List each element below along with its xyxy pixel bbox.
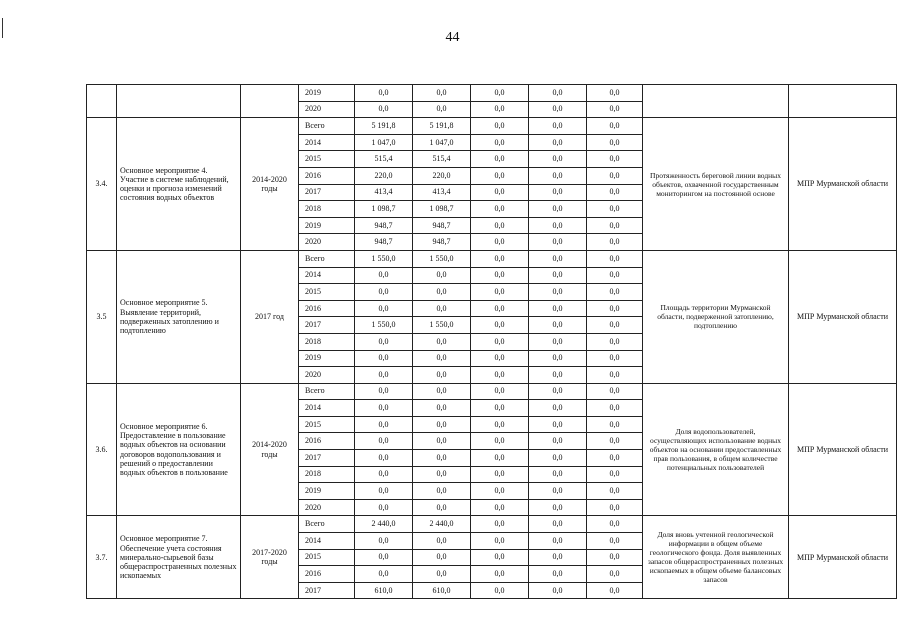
value-cell: 0,0 <box>355 483 413 500</box>
value-cell: 0,0 <box>529 466 587 483</box>
value-cell: 220,0 <box>413 167 471 184</box>
value-cell: 0,0 <box>587 101 643 118</box>
value-cell: 0,0 <box>529 383 587 400</box>
value-cell: 0,0 <box>471 466 529 483</box>
item-number: 3.5 <box>87 250 117 383</box>
value-cell: 0,0 <box>355 533 413 550</box>
value-cell: 0,0 <box>471 350 529 367</box>
value-cell: 0,0 <box>355 85 413 102</box>
value-cell: 0,0 <box>471 549 529 566</box>
value-cell: 0,0 <box>471 333 529 350</box>
period-cell: 2017 год <box>241 250 299 383</box>
value-cell: 0,0 <box>471 184 529 201</box>
table-row <box>87 383 897 400</box>
year-cell: 2018 <box>299 333 355 350</box>
value-cell: 2 440,0 <box>413 516 471 533</box>
value-cell: 1 098,7 <box>355 201 413 218</box>
value-cell: 0,0 <box>355 383 413 400</box>
value-cell: 0,0 <box>355 466 413 483</box>
value-cell: 413,4 <box>355 184 413 201</box>
value-cell: 0,0 <box>587 167 643 184</box>
value-cell: 5 191,8 <box>355 118 413 135</box>
value-cell: 0,0 <box>529 184 587 201</box>
value-cell: 948,7 <box>355 234 413 251</box>
value-cell: 0,0 <box>587 499 643 516</box>
value-cell: 948,7 <box>355 217 413 234</box>
value-cell: 0,0 <box>529 101 587 118</box>
executor-cell: МПР Мурманской области <box>789 118 897 251</box>
year-cell: 2018 <box>299 201 355 218</box>
value-cell: 0,0 <box>413 284 471 301</box>
value-cell: 0,0 <box>471 167 529 184</box>
year-cell: 2016 <box>299 300 355 317</box>
value-cell: 0,0 <box>529 416 587 433</box>
value-cell: 0,0 <box>529 516 587 533</box>
activity-name: Основное мероприятие 5. Выявление территорий, подверженных затоплению и подтоплению <box>117 250 241 383</box>
value-cell: 0,0 <box>587 201 643 218</box>
value-cell: 0,0 <box>529 400 587 417</box>
value-cell: 0,0 <box>413 549 471 566</box>
value-cell: 0,0 <box>471 383 529 400</box>
value-cell: 5 191,8 <box>413 118 471 135</box>
value-cell: 0,0 <box>529 85 587 102</box>
year-cell: 2020 <box>299 367 355 384</box>
value-cell: 0,0 <box>471 450 529 467</box>
value-cell: 610,0 <box>355 582 413 599</box>
value-cell: 0,0 <box>529 483 587 500</box>
value-cell: 0,0 <box>471 151 529 168</box>
item-number: 3.4. <box>87 118 117 251</box>
value-cell: 0,0 <box>471 85 529 102</box>
value-cell: 0,0 <box>529 333 587 350</box>
year-cell: Всего <box>299 383 355 400</box>
value-cell: 0,0 <box>413 483 471 500</box>
value-cell: 948,7 <box>413 234 471 251</box>
value-cell: 0,0 <box>355 101 413 118</box>
value-cell: 0,0 <box>355 333 413 350</box>
value-cell: 220,0 <box>355 167 413 184</box>
value-cell: 0,0 <box>529 118 587 135</box>
value-cell: 0,0 <box>587 450 643 467</box>
value-cell: 0,0 <box>529 350 587 367</box>
value-cell: 0,0 <box>529 317 587 334</box>
value-cell: 948,7 <box>413 217 471 234</box>
value-cell: 0,0 <box>587 533 643 550</box>
value-cell: 0,0 <box>471 367 529 384</box>
value-cell: 0,0 <box>529 267 587 284</box>
value-cell: 0,0 <box>587 85 643 102</box>
executor-cell <box>789 85 897 118</box>
value-cell: 0,0 <box>413 416 471 433</box>
value-cell: 0,0 <box>471 317 529 334</box>
indicator-cell: Площадь территории Мурманской области, подверженной затоплению, подтоплению <box>643 250 789 383</box>
value-cell: 0,0 <box>355 400 413 417</box>
value-cell: 0,0 <box>471 433 529 450</box>
value-cell: 0,0 <box>587 466 643 483</box>
value-cell: 0,0 <box>529 566 587 583</box>
value-cell: 0,0 <box>355 549 413 566</box>
year-cell: 2017 <box>299 450 355 467</box>
value-cell: 0,0 <box>529 549 587 566</box>
value-cell: 0,0 <box>413 383 471 400</box>
value-cell: 0,0 <box>529 151 587 168</box>
value-cell: 0,0 <box>587 184 643 201</box>
value-cell: 0,0 <box>413 466 471 483</box>
value-cell: 0,0 <box>529 300 587 317</box>
value-cell: 0,0 <box>471 267 529 284</box>
value-cell: 0,0 <box>413 333 471 350</box>
value-cell: 0,0 <box>471 400 529 417</box>
year-cell: 2017 <box>299 184 355 201</box>
value-cell: 0,0 <box>529 201 587 218</box>
value-cell: 0,0 <box>587 217 643 234</box>
value-cell: 0,0 <box>471 234 529 251</box>
value-cell: 0,0 <box>355 499 413 516</box>
value-cell: 0,0 <box>471 217 529 234</box>
value-cell: 0,0 <box>355 300 413 317</box>
value-cell: 0,0 <box>587 250 643 267</box>
value-cell: 0,0 <box>587 383 643 400</box>
year-cell: 2014 <box>299 267 355 284</box>
value-cell: 0,0 <box>587 582 643 599</box>
value-cell: 0,0 <box>587 151 643 168</box>
activity-name: Основное мероприятие 6. Предоставление в пользование водных объектов на основании договоров водопользования и решений о предоставлении водных объектов в пользование <box>117 383 241 516</box>
year-cell: 2017 <box>299 582 355 599</box>
year-cell: 2020 <box>299 101 355 118</box>
executor-cell: МПР Мурманской области <box>789 250 897 383</box>
value-cell: 0,0 <box>413 499 471 516</box>
year-cell: 2015 <box>299 151 355 168</box>
period-cell: 2014-2020 годы <box>241 383 299 516</box>
value-cell: 0,0 <box>471 300 529 317</box>
value-cell: 0,0 <box>355 284 413 301</box>
executor-cell: МПР Мурманской области <box>789 383 897 516</box>
value-cell: 0,0 <box>587 433 643 450</box>
value-cell: 0,0 <box>587 333 643 350</box>
year-cell: 2014 <box>299 533 355 550</box>
value-cell: 0,0 <box>529 367 587 384</box>
value-cell: 0,0 <box>529 450 587 467</box>
value-cell: 0,0 <box>587 234 643 251</box>
indicator-cell: Доля водопользователей, осуществляющих использование водных объектов на основании предоставленных прав пользования, в общем количестве потенциальных пользователей <box>643 383 789 516</box>
value-cell: 0,0 <box>355 350 413 367</box>
num-cell <box>87 85 117 118</box>
value-cell: 0,0 <box>355 433 413 450</box>
value-cell: 0,0 <box>471 118 529 135</box>
value-cell: 610,0 <box>413 582 471 599</box>
value-cell: 0,0 <box>355 367 413 384</box>
value-cell: 1 098,7 <box>413 201 471 218</box>
value-cell: 0,0 <box>587 284 643 301</box>
value-cell: 0,0 <box>529 217 587 234</box>
value-cell: 0,0 <box>413 533 471 550</box>
value-cell: 0,0 <box>529 234 587 251</box>
table-row <box>87 85 897 102</box>
year-cell: 2017 <box>299 317 355 334</box>
table-row <box>87 250 897 267</box>
value-cell: 0,0 <box>471 483 529 500</box>
value-cell: 0,0 <box>587 350 643 367</box>
executor-cell: МПР Мурманской области <box>789 516 897 599</box>
value-cell: 0,0 <box>355 416 413 433</box>
value-cell: 0,0 <box>587 367 643 384</box>
value-cell: 1 047,0 <box>355 134 413 151</box>
value-cell: 1 550,0 <box>355 250 413 267</box>
value-cell: 0,0 <box>529 250 587 267</box>
year-cell: 2016 <box>299 566 355 583</box>
value-cell: 0,0 <box>413 300 471 317</box>
period-cell: 2017-2020 годы <box>241 516 299 599</box>
value-cell: 0,0 <box>471 499 529 516</box>
value-cell: 0,0 <box>413 267 471 284</box>
value-cell: 0,0 <box>529 433 587 450</box>
value-cell: 0,0 <box>529 533 587 550</box>
item-number: 3.6. <box>87 383 117 516</box>
value-cell: 0,0 <box>587 400 643 417</box>
value-cell: 0,0 <box>471 284 529 301</box>
table-row <box>87 118 897 135</box>
item-number: 3.7. <box>87 516 117 599</box>
value-cell: 0,0 <box>413 450 471 467</box>
value-cell: 0,0 <box>413 101 471 118</box>
year-cell: 2015 <box>299 284 355 301</box>
indicator-cell: Доля вновь учтенной геологической информации в общем объеме геологического фонда. Доля выявленных запасов общераспространенных полезных ископаемых в общем объеме балансовых запасов <box>643 516 789 599</box>
value-cell: 0,0 <box>587 566 643 583</box>
program-activities-table <box>86 84 897 599</box>
year-cell: 2019 <box>299 217 355 234</box>
value-cell: 515,4 <box>355 151 413 168</box>
value-cell: 0,0 <box>587 134 643 151</box>
year-cell: Всего <box>299 516 355 533</box>
year-cell: 2016 <box>299 167 355 184</box>
year-cell: 2019 <box>299 483 355 500</box>
year-cell: 2018 <box>299 466 355 483</box>
value-cell: 0,0 <box>471 201 529 218</box>
value-cell: 0,0 <box>413 433 471 450</box>
value-cell: 0,0 <box>529 284 587 301</box>
value-cell: 0,0 <box>471 416 529 433</box>
value-cell: 0,0 <box>587 118 643 135</box>
year-cell: 2019 <box>299 350 355 367</box>
value-cell: 0,0 <box>355 450 413 467</box>
indicator-cell <box>643 85 789 118</box>
value-cell: 1 550,0 <box>355 317 413 334</box>
value-cell: 0,0 <box>529 499 587 516</box>
year-cell: Всего <box>299 118 355 135</box>
value-cell: 0,0 <box>529 582 587 599</box>
value-cell: 0,0 <box>529 167 587 184</box>
value-cell: 1 550,0 <box>413 317 471 334</box>
value-cell: 0,0 <box>471 582 529 599</box>
year-cell: 2015 <box>299 549 355 566</box>
activity-name: Основное мероприятие 7. Обеспечение учета состояния минерально-сырьевой базы общераспространенных полезных ископаемых <box>117 516 241 599</box>
value-cell: 515,4 <box>413 151 471 168</box>
value-cell: 0,0 <box>413 400 471 417</box>
value-cell: 0,0 <box>413 566 471 583</box>
year-cell: 2020 <box>299 234 355 251</box>
value-cell: 0,0 <box>355 267 413 284</box>
value-cell: 0,0 <box>587 300 643 317</box>
year-cell: 2015 <box>299 416 355 433</box>
activity-name: Основное мероприятие 4. Участие в системе наблюдений, оценки и прогноза изменений состояния водных объектов <box>117 118 241 251</box>
value-cell: 0,0 <box>471 533 529 550</box>
value-cell: 0,0 <box>471 516 529 533</box>
value-cell: 0,0 <box>529 134 587 151</box>
period-cell: 2014-2020 годы <box>241 118 299 251</box>
value-cell: 0,0 <box>413 367 471 384</box>
period-cell <box>241 85 299 118</box>
value-cell: 1 550,0 <box>413 250 471 267</box>
value-cell: 0,0 <box>587 416 643 433</box>
value-cell: 0,0 <box>413 350 471 367</box>
year-cell: Всего <box>299 250 355 267</box>
name-cell <box>117 85 241 118</box>
year-cell: 2020 <box>299 499 355 516</box>
year-cell: 2016 <box>299 433 355 450</box>
value-cell: 2 440,0 <box>355 516 413 533</box>
value-cell: 0,0 <box>471 250 529 267</box>
table-row <box>87 516 897 533</box>
value-cell: 0,0 <box>587 549 643 566</box>
value-cell: 0,0 <box>355 566 413 583</box>
value-cell: 0,0 <box>587 317 643 334</box>
year-cell: 2014 <box>299 134 355 151</box>
value-cell: 0,0 <box>413 85 471 102</box>
value-cell: 0,0 <box>587 267 643 284</box>
value-cell: 0,0 <box>587 483 643 500</box>
value-cell: 0,0 <box>471 134 529 151</box>
year-cell: 2019 <box>299 85 355 102</box>
value-cell: 0,0 <box>471 101 529 118</box>
indicator-cell: Протяженность береговой линии водных объектов, охваченной государственным мониторингом на постоянной основе <box>643 118 789 251</box>
value-cell: 1 047,0 <box>413 134 471 151</box>
value-cell: 0,0 <box>587 516 643 533</box>
value-cell: 413,4 <box>413 184 471 201</box>
year-cell: 2014 <box>299 400 355 417</box>
page-number: 44 <box>445 30 460 45</box>
value-cell: 0,0 <box>471 566 529 583</box>
